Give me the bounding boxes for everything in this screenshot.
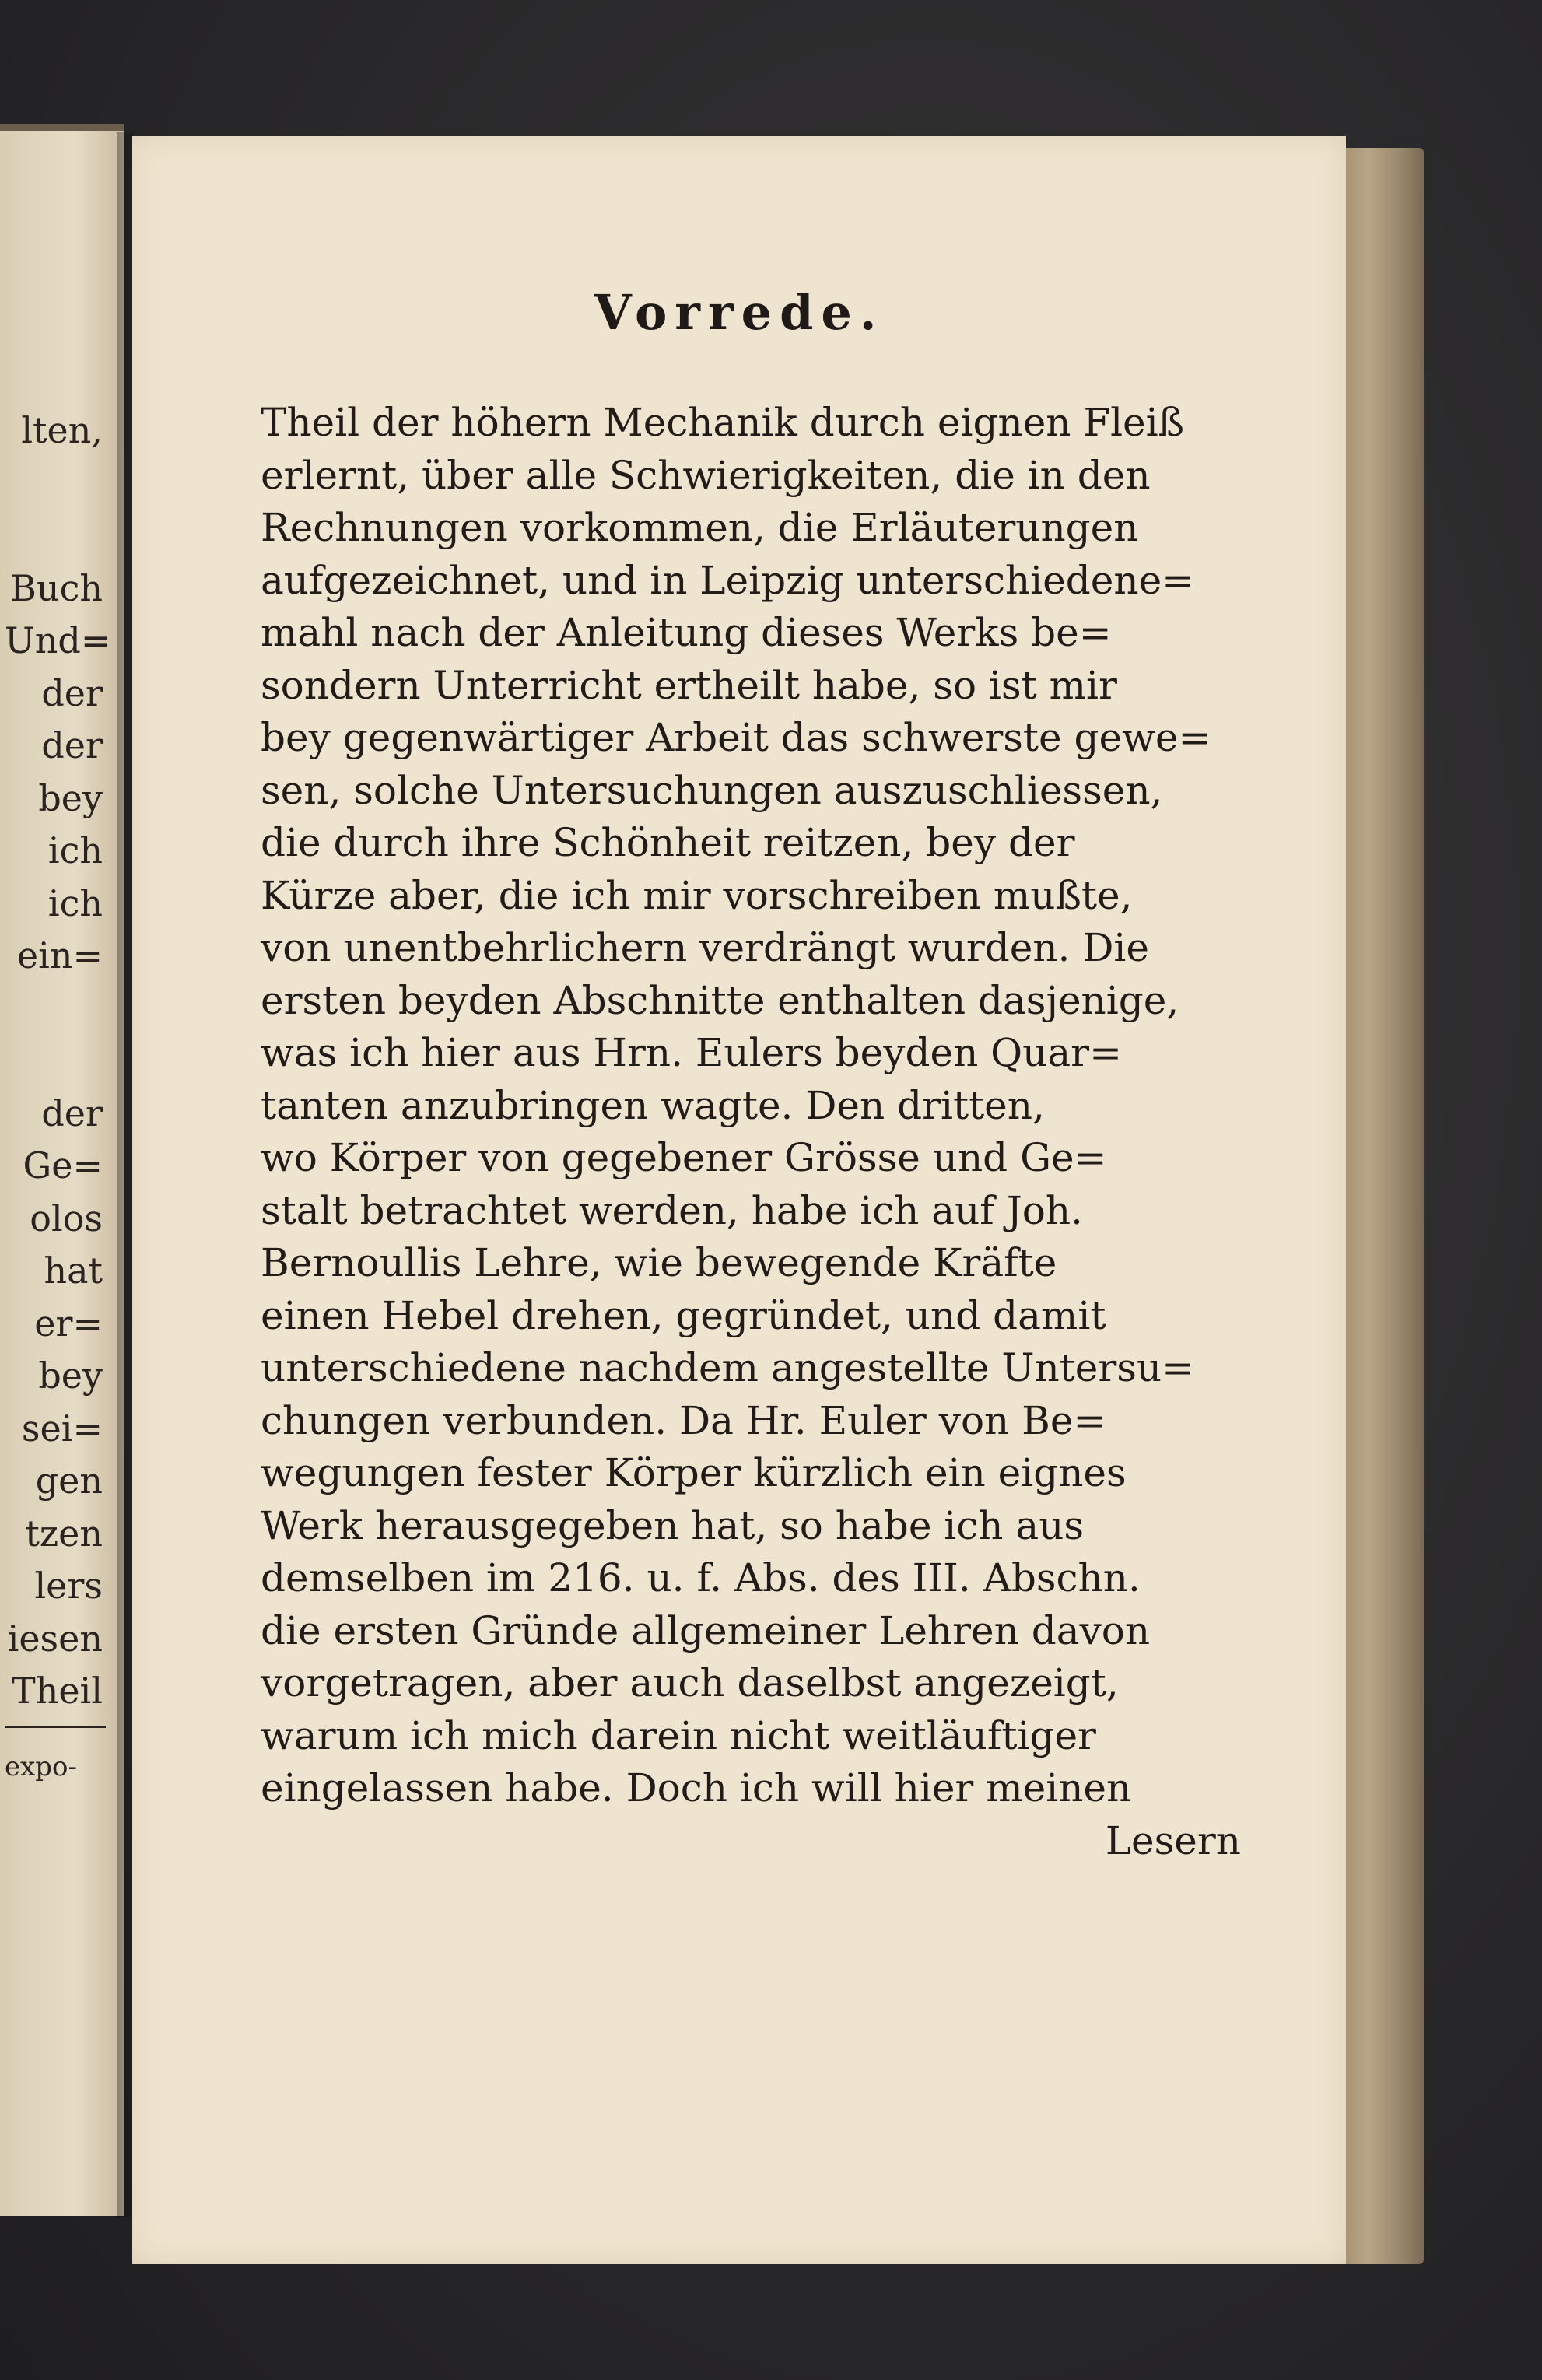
text-line: einen Hebel drehen, gegründet, und damit	[261, 1292, 1106, 1338]
text-line: unterschiedene nachdem angestellte Untersu=	[261, 1345, 1195, 1390]
text-line: Theil der höhern Mechanik durch eignen Fleiß	[261, 400, 1185, 445]
left-fragment: ich	[47, 829, 103, 871]
left-fragment: Buch	[10, 566, 103, 609]
page-heading: Vorrede.	[594, 284, 885, 341]
text-line: sen, solche Untersuchungen auszuschliessen,	[261, 767, 1163, 813]
left-fragment: tzen	[25, 1512, 103, 1555]
text-line: Bernoullis Lehre, wie bewegende Kräfte	[261, 1240, 1057, 1285]
left-fragment: Und=	[5, 619, 111, 661]
left-fragment: olos	[30, 1197, 103, 1239]
left-fragment: bey	[38, 776, 103, 819]
footnote-rule	[5, 1726, 106, 1728]
left-fragment: ich	[47, 882, 103, 924]
text-line: Rechnungen vorkommen, die Erläuterungen	[261, 505, 1139, 550]
left-fragment: der	[41, 1092, 103, 1134]
text-line: chungen verbunden. Da Hr. Euler von Be=	[261, 1397, 1106, 1443]
text-line: bey gegenwärtiger Arbeit das schwerste gewe=	[261, 715, 1211, 760]
left-fragment: er=	[34, 1302, 103, 1344]
text-line: aufgezeichnet, und in Leipzig unterschiedene=	[261, 557, 1195, 603]
text-line: stalt betrachtet werden, habe ich auf Joh.	[261, 1187, 1083, 1233]
text-line: wo Körper von gegebener Grösse und Ge=	[261, 1135, 1107, 1180]
left-fragment: ein=	[16, 934, 103, 976]
text-line: was ich hier aus Hrn. Eulers beyden Quar=	[261, 1030, 1122, 1075]
text-line: Werk herausgegeben hat, so habe ich aus	[261, 1502, 1085, 1548]
text-line: warum ich mich darein nicht weitläuftiger	[261, 1712, 1096, 1758]
left-footnote-fragment: expo-	[5, 1751, 78, 1782]
left-fragment: iesen	[7, 1617, 103, 1660]
text-line: eingelassen habe. Doch ich will hier meinen	[261, 1765, 1132, 1810]
text-line: tanten anzubringen wagte. Den dritten,	[261, 1082, 1045, 1128]
left-fragment: Theil	[12, 1670, 103, 1712]
left-fragment: lers	[34, 1565, 103, 1607]
text-line: die ersten Gründe allgemeiner Lehren davon	[261, 1607, 1151, 1653]
body-text	[261, 397, 1241, 1867]
left-fragment: bey	[38, 1355, 103, 1397]
text-line: mahl nach der Anleitung dieses Werks be=	[261, 610, 1112, 655]
catchword: Lesern	[1105, 1817, 1241, 1863]
text-line: sondern Unterricht ertheilt habe, so ist mir	[261, 662, 1117, 708]
left-fragment: der	[41, 724, 103, 766]
left-page-fragments	[5, 405, 114, 1782]
text-line: erlernt, über alle Schwierigkeiten, die in den	[261, 452, 1151, 498]
left-fragment: lten,	[21, 409, 103, 451]
text-line: demselben im 216. u. f. Abs. des III. Abschn.	[261, 1555, 1141, 1600]
text-line: Kürze aber, die ich mir vorschreiben mußte,	[261, 872, 1133, 918]
text-line: wegungen fester Körper kürzlich ein eignes	[261, 1450, 1127, 1495]
text-line: vorgetragen, aber auch daselbst angezeigt,	[261, 1660, 1119, 1705]
text-line: die durch ihre Schönheit reitzen, bey der	[261, 820, 1075, 865]
left-fragment: hat	[44, 1250, 103, 1292]
book-board-edge	[1338, 148, 1424, 2264]
text-line: von unentbehrlichern verdrängt wurden. Die	[261, 925, 1150, 970]
left-fragment: der	[41, 671, 103, 714]
left-fragment: gen	[35, 1460, 103, 1502]
left-fragment: sei=	[21, 1407, 103, 1449]
left-fragment: Ge=	[23, 1144, 103, 1186]
text-line: ersten beyden Abschnitte enthalten dasjenige,	[261, 977, 1179, 1023]
